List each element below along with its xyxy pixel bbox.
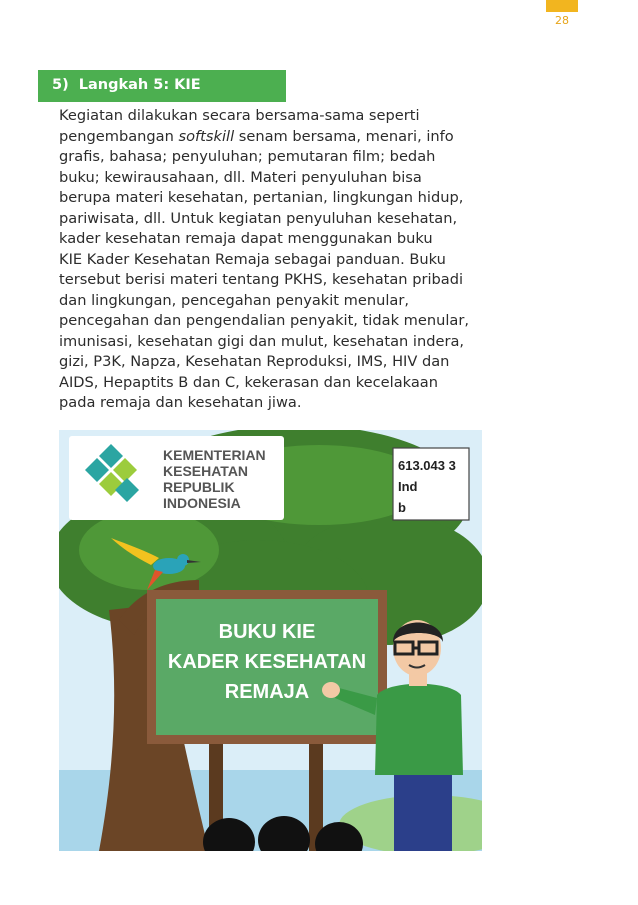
page-number: 28 (555, 14, 569, 27)
body-paragraph (59, 106, 519, 414)
call-number-line-1: 613.043 3 (398, 458, 456, 473)
body-text-segment: pengembangan (59, 127, 179, 145)
logo-text-line-1: KEMENTERIAN (163, 447, 266, 463)
call-number-line-3: b (398, 500, 406, 515)
body-line: pada remaja dan kesehatan jiwa. (59, 394, 302, 411)
body-line: buku; kewirausahaan, dll. Materi penyuluhan bisa (59, 168, 422, 186)
book-cover-image (59, 430, 482, 851)
body-line: pencegahan dan pengendalian penyakit, tidak menular, (59, 312, 469, 329)
board-title-line-3: REMAJA (224, 681, 310, 703)
logo-text-line-4: INDONESIA (163, 495, 241, 511)
body-line: gizi, P3K, Napza, Kesehatan Reproduksi, IMS, HIV dan (59, 353, 450, 370)
emphasis-softskill: softskill (178, 127, 235, 145)
body-line (59, 127, 519, 148)
body-line: berupa materi kesehatan, pertanian, lingkungan hidup, (59, 189, 464, 206)
body-line: Kegiatan dilakukan secara bersama-sama seperti (59, 107, 420, 124)
board-title-line-2: KADER KESEHATAN (167, 651, 367, 673)
board-title-line-1: BUKU KIE (218, 621, 316, 643)
section-number: 5) (52, 77, 69, 93)
body-line: AIDS, Hepaptits B dan C, kekerasan dan kecelakaan (59, 373, 438, 391)
section-heading (52, 77, 201, 93)
logo-text-line-2: KESEHATAN (163, 463, 249, 479)
body-line: dan lingkungan, pencegahan penyakit menular, (59, 291, 410, 309)
section-title: Langkah 5: KIE (78, 77, 201, 93)
body-line: tersebut berisi materi tentang PKHS, kesehatan pribadi (59, 271, 464, 288)
logo-text-line-3: REPUBLIK (163, 479, 235, 495)
call-number-line-2: Ind (398, 479, 418, 494)
body-text-segment: senam bersama, menari, info (234, 127, 454, 145)
body-line: grafis, bahasa; penyuluhan; pemutaran film; bedah (59, 148, 436, 165)
body-line: pariwisata, dll. Untuk kegiatan penyuluhan kesehatan, (59, 209, 458, 227)
book-cover-illustration (59, 430, 482, 851)
body-line: imunisasi, kesehatan gigi dan mulut, kesehatan indera, (59, 332, 465, 350)
body-line: kader kesehatan remaja dapat menggunakan buku (59, 230, 433, 247)
body-line: KIE Kader Kesehatan Remaja sebagai panduan. Buku (59, 250, 446, 268)
page-tab (546, 0, 578, 12)
